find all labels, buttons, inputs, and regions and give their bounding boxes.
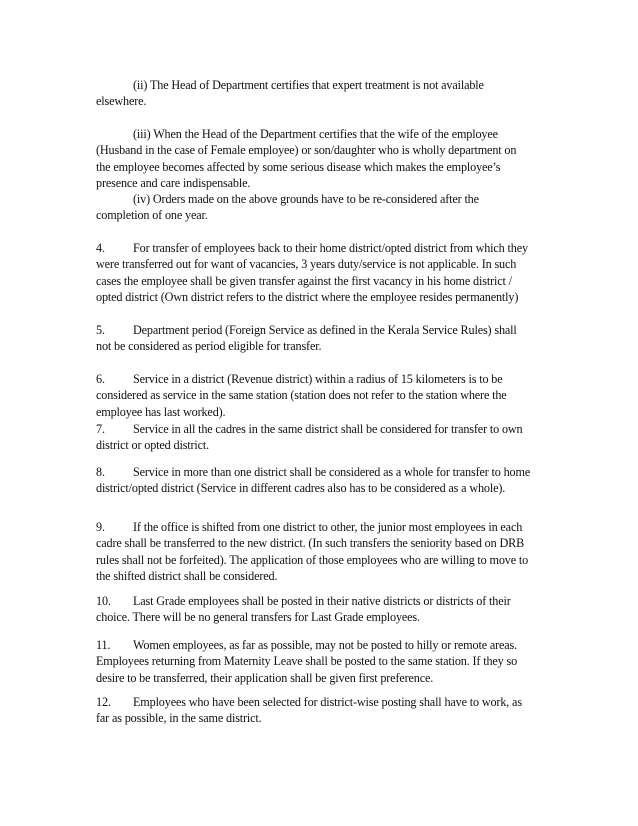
paragraph-text: (iv) Orders made on the above grounds have to be re-considered after the completion of one year. [96,192,479,223]
paragraph-10 [96,593,532,626]
paragraph-text: Last Grade employees shall be posted in their native districts or districts of their choice. There will be no general transfers for Last Grade employees. [96,594,511,625]
paragraph-number: 11. [96,638,111,652]
paragraph-ii [96,77,532,110]
paragraph-text: Women employees, as far as possible, may not be posted to hilly or remote areas. Employees returning from Maternity Leave shall be posted to the same station. If they so desire to be transferred, their application shall be given first preference. [96,638,518,685]
paragraph-number: 6. [96,372,105,386]
paragraph-text: Service in a district (Revenue district) within a radius of 15 kilometers is to be considered as service in the same station (station does not refer to the station where the employee has last worked). [96,372,507,419]
paragraph-4 [96,240,532,306]
paragraph-text: Department period (Foreign Service as defined in the Kerala Service Rules) shall not be considered as period eligible for transfer. [96,323,517,354]
paragraph-number: 4. [96,241,105,255]
paragraph-iv [96,191,532,224]
paragraph-number: 9. [96,520,105,534]
paragraph-11 [96,637,532,686]
paragraph-6 [96,371,532,420]
paragraph-number: 10. [96,594,111,608]
paragraph-7 [96,421,532,454]
paragraph-text: Service in more than one district shall be considered as a whole for transfer to home district/opted district (Service in different cadres also has to be considered as a whole). [96,465,531,496]
paragraph-9 [96,519,532,585]
paragraph-number: 12. [96,695,111,709]
paragraph-number: 8. [96,465,105,479]
paragraph-text: (iii) When the Head of the Department certifies that the wife of the employee (Husband in the case of Female employee) or son/daughter who is wholly department on the employee becomes affected by some serious disease which makes the employee’s presence and care indispensable. [96,127,517,191]
paragraph-text: For transfer of employees back to their home district/opted district from which they were transferred out for want of vacancies, 3 years duty/service is not applicable. In such cases the employee shall be given transfer against the first vacancy in his home district / opted district (Own district refers to the district where the employee resides permanently) [96,241,528,305]
paragraph-8 [96,464,532,497]
paragraph-number: 5. [96,323,105,337]
paragraph-text: (ii) The Head of Department certifies that expert treatment is not available elsewhere. [96,78,484,109]
paragraph-number: 7. [96,422,105,436]
paragraph-12 [96,694,532,727]
paragraph-text: Service in all the cadres in the same district shall be considered for transfer to own district or opted district. [96,422,523,453]
paragraph-iii [96,126,532,192]
paragraph-text: Employees who have been selected for district-wise posting shall have to work, as far as possible, in the same district. [96,695,522,726]
paragraph-5 [96,322,532,355]
paragraph-text: If the office is shifted from one district to other, the junior most employees in each cadre shall be transferred to the new district. (In such transfers the seniority based on DRB rules shall not be forfeited). The application of those employees who are willing to move to the shifted district shall be considered. [96,520,529,584]
